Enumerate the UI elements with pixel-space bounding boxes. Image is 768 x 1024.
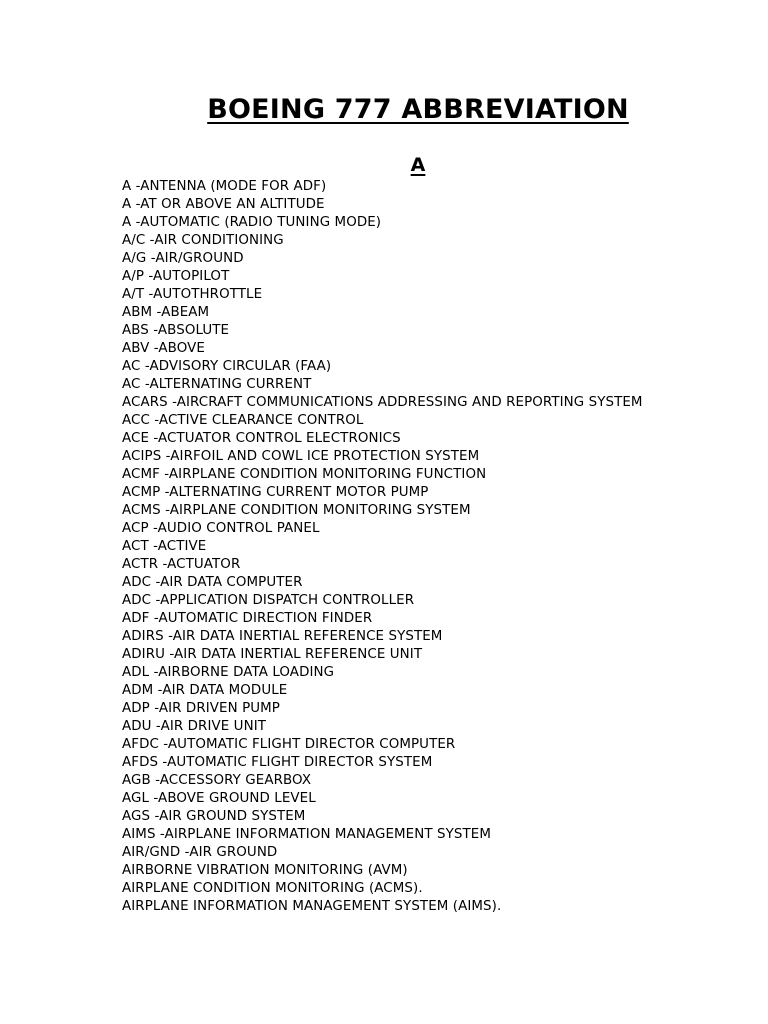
abbreviation-entry: ABS -ABSOLUTE <box>122 323 230 338</box>
abbreviation-entry: ACMS -AIRPLANE CONDITION MONITORING SYSTEM <box>122 503 471 518</box>
abbreviation-entry: A/P -AUTOPILOT <box>122 269 230 284</box>
abbreviation-entry: AGS -AIR GROUND SYSTEM <box>122 809 306 824</box>
abbreviation-entry: ACIPS -AIRFOIL AND COWL ICE PROTECTION SYSTEM <box>122 449 480 464</box>
abbreviation-entry: AFDS -AUTOMATIC FLIGHT DIRECTOR SYSTEM <box>122 755 433 770</box>
abbreviation-entry: A/T -AUTOTHROTTLE <box>122 287 263 302</box>
abbreviation-entry: ACMP -ALTERNATING CURRENT MOTOR PUMP <box>122 485 429 500</box>
abbreviation-entry: AC -ALTERNATING CURRENT <box>122 377 312 392</box>
abbreviation-entry: A -ANTENNA (MODE FOR ADF) <box>122 179 327 194</box>
abbreviation-entry: ACARS -AIRCRAFT COMMUNICATIONS ADDRESSING AND REPORTING SYSTEM <box>122 395 643 410</box>
abbreviation-entry: AGL -ABOVE GROUND LEVEL <box>122 791 316 806</box>
abbreviation-entry: ACTR -ACTUATOR <box>122 557 241 572</box>
abbreviation-entry: ADF -AUTOMATIC DIRECTION FINDER <box>122 611 373 626</box>
abbreviation-entry: ADC -APPLICATION DISPATCH CONTROLLER <box>122 593 415 608</box>
abbreviation-entry: ADIRU -AIR DATA INERTIAL REFERENCE UNIT <box>122 647 423 662</box>
abbreviation-entry: ADL -AIRBORNE DATA LOADING <box>122 665 335 680</box>
abbreviation-entry: ADIRS -AIR DATA INERTIAL REFERENCE SYSTEM <box>122 629 443 644</box>
abbreviation-entry: AIR/GND -AIR GROUND <box>122 845 278 860</box>
abbreviation-entry: A/C -AIR CONDITIONING <box>122 233 284 248</box>
abbreviation-entry: ADM -AIR DATA MODULE <box>122 683 288 698</box>
abbreviation-entry: A/G -AIR/GROUND <box>122 251 244 266</box>
abbreviation-entry: ACP -AUDIO CONTROL PANEL <box>122 521 320 536</box>
abbreviation-entry: AIMS -AIRPLANE INFORMATION MANAGEMENT SYSTEM <box>122 827 491 842</box>
abbreviation-entry: ACC -ACTIVE CLEARANCE CONTROL <box>122 413 364 428</box>
abbreviation-entry: ACT -ACTIVE <box>122 539 207 554</box>
abbreviation-entry: A -AT OR ABOVE AN ALTITUDE <box>122 197 325 212</box>
abbreviation-entry: ABM -ABEAM <box>122 305 210 320</box>
abbreviation-entry: A -AUTOMATIC (RADIO TUNING MODE) <box>122 215 382 230</box>
abbreviation-entry: AIRBORNE VIBRATION MONITORING (AVM) <box>122 863 408 878</box>
abbreviation-entry: AGB -ACCESSORY GEARBOX <box>122 773 312 788</box>
abbreviation-entry: ADP -AIR DRIVEN PUMP <box>122 701 280 716</box>
abbreviation-entry: AFDC -AUTOMATIC FLIGHT DIRECTOR COMPUTER <box>122 737 456 752</box>
document-title: BOEING 777 ABBREVIATION <box>207 94 629 125</box>
abbreviation-entry: AC -ADVISORY CIRCULAR (FAA) <box>122 359 332 374</box>
abbreviation-entry: ADU -AIR DRIVE UNIT <box>122 719 267 734</box>
abbreviation-entry: ACE -ACTUATOR CONTROL ELECTRONICS <box>122 431 401 446</box>
abbreviation-entry: ACMF -AIRPLANE CONDITION MONITORING FUNCTION <box>122 467 487 482</box>
abbreviation-entry: ABV -ABOVE <box>122 341 205 356</box>
abbreviation-entry: AIRPLANE CONDITION MONITORING (ACMS). <box>122 881 423 896</box>
abbreviation-entry: ADC -AIR DATA COMPUTER <box>122 575 303 590</box>
section-heading-a: A <box>410 154 426 176</box>
abbreviation-list <box>122 178 643 916</box>
abbreviation-entry: AIRPLANE INFORMATION MANAGEMENT SYSTEM (AIMS). <box>122 899 502 914</box>
